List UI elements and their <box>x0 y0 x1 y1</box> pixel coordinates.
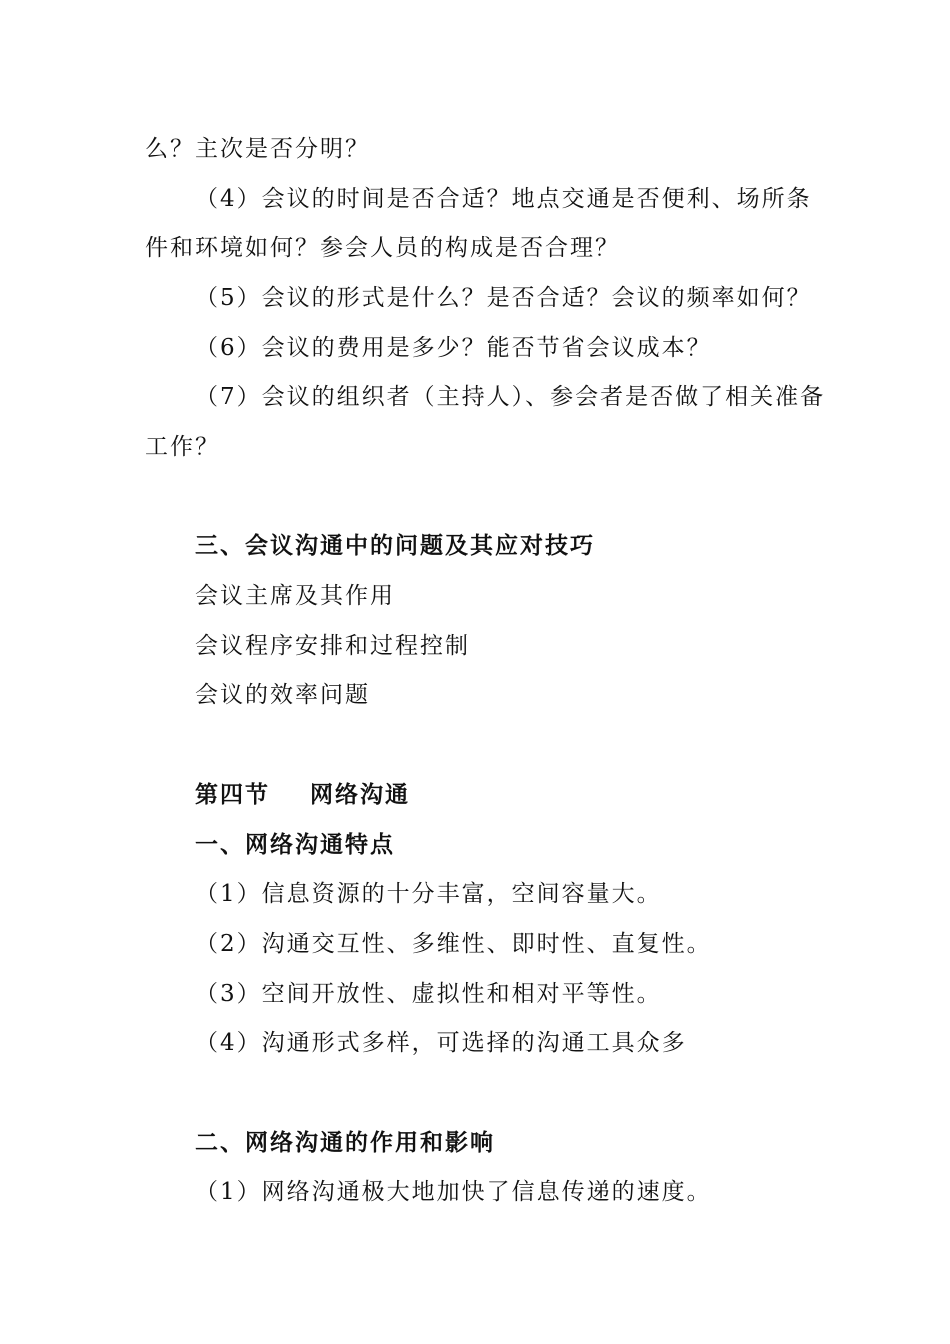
list-item: （2）沟通交互性、多维性、即时性、直复性。 <box>195 931 712 957</box>
list-item: 会议程序安排和过程控制 <box>195 633 470 659</box>
paragraph-line: （7）会议的组织者（主持人）、参会者是否做了相关准备 <box>195 384 826 410</box>
chapter-section-label: 第四节 <box>195 781 270 808</box>
paragraph-line: （6）会议的费用是多少？能否节省会议成本？ <box>195 335 712 361</box>
section-heading: 二、网络沟通的作用和影响 <box>195 1129 495 1156</box>
list-item: （4）沟通形式多样，可选择的沟通工具众多 <box>195 1030 687 1056</box>
paragraph-line: （5）会议的形式是什么？是否合适？会议的频率如何？ <box>195 285 812 311</box>
list-item: 会议主席及其作用 <box>195 583 395 609</box>
paragraph-line: （4）会议的时间是否合适？地点交通是否便利、场所条 <box>195 186 812 212</box>
list-item: （1）信息资源的十分丰富，空间容量大。 <box>195 881 662 907</box>
list-item: （1）网络沟通极大地加快了信息传递的速度。 <box>195 1179 712 1205</box>
paragraph-line: 工作？ <box>145 434 220 460</box>
list-item: 会议的效率问题 <box>195 682 370 708</box>
list-item: （3）空间开放性、虚拟性和相对平等性。 <box>195 981 662 1007</box>
section-heading: 一、网络沟通特点 <box>195 831 395 858</box>
chapter-section-title: 网络沟通 <box>310 781 410 808</box>
paragraph-line: 么？主次是否分明？ <box>145 136 370 162</box>
section-heading: 三、会议沟通中的问题及其应对技巧 <box>195 532 595 559</box>
paragraph-line: 件和环境如何？参会人员的构成是否合理？ <box>145 235 620 261</box>
